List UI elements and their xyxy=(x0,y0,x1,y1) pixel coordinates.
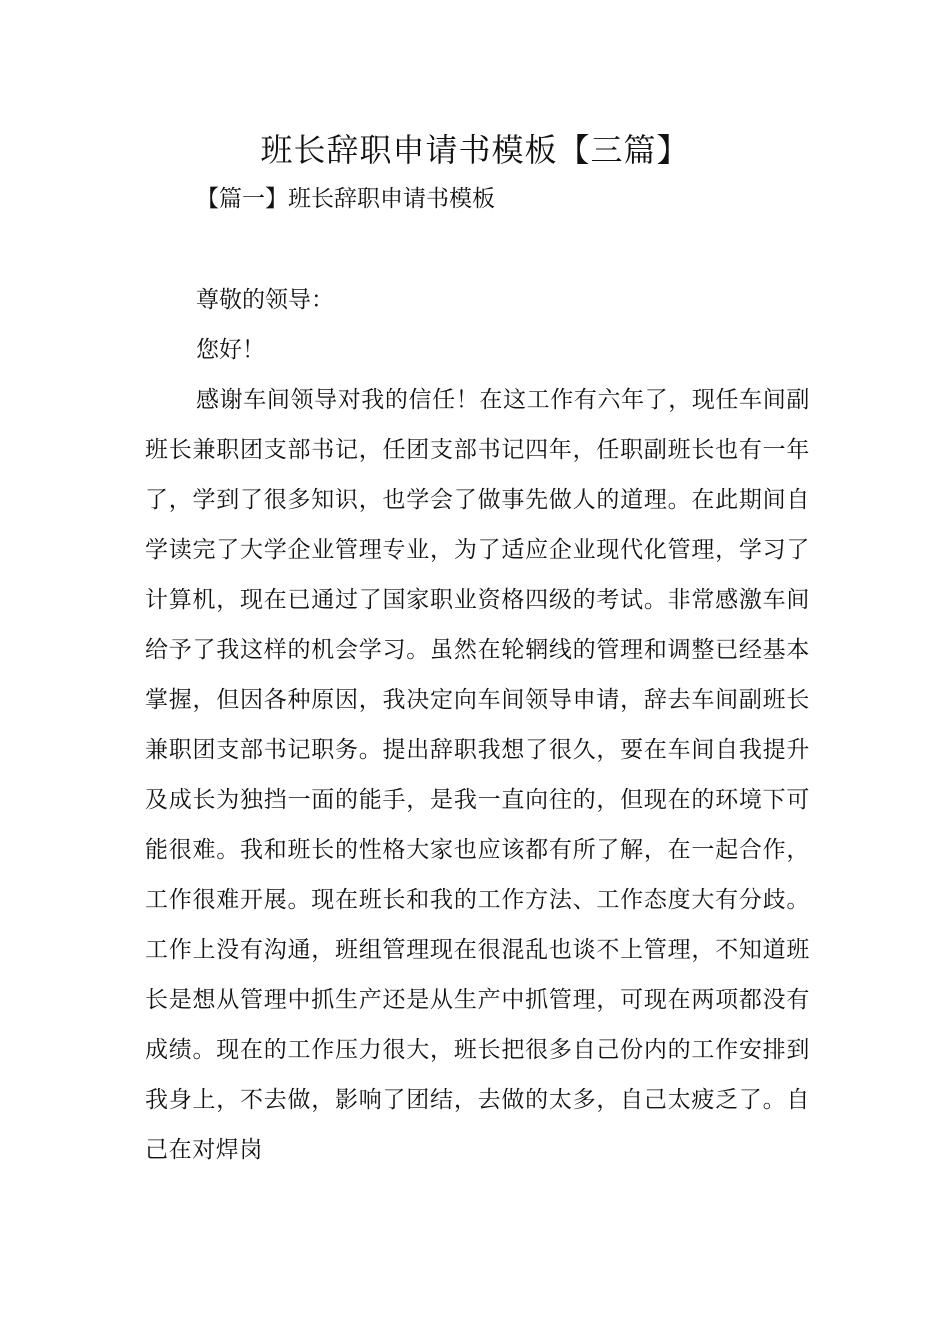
hello-line: 您好！ xyxy=(196,337,265,363)
section-heading: 【篇一】班长辞职申请书模板 xyxy=(196,186,495,212)
document-title: 班长辞职申请书模板【三篇】 xyxy=(260,131,690,169)
greeting-line: 尊敬的领导： xyxy=(196,287,334,313)
body-paragraph: 感谢车间领导对我的信任！在这工作有六年了，现任车间副班长兼职团支部书记，任团支部书记四年，任职副班长也有一年了，学到了很多知识，也学会了做事先做人的道理。在此期间自学读完了大学企业管理专业，为了适应企业现代化管理，学习了计算机，现在已通过了国家职业资格四级的考试。非常感激车间给予了我这样的机会学习。虽然在轮辋线的管理和调整已经基本掌握，但因各种原因，我决定向车间领导申请，辞去车间副班长兼职团支部书记职务。提出辞职我想了很久，要在车间自我提升及成长为独挡一面的能手，是我一直向往的，但现在的环境下可能很难。我和班长的性格大家也应该都有所了解，在一起合作，工作很难开展。现在班长和我的工作方法、工作态度大有分歧。工作上没有沟通，班组管理现在很混乱也谈不上管理，不知道班长是想从管理中抓生产还是从生产中抓管理，可现在两项都没有成绩。现在的工作压力很大，班长把很多自己份内的工作安排到我身上，不去做，影响了团结，去做的太多，自己太疲乏了。自己在对焊岗 xyxy=(145,387,810,1163)
